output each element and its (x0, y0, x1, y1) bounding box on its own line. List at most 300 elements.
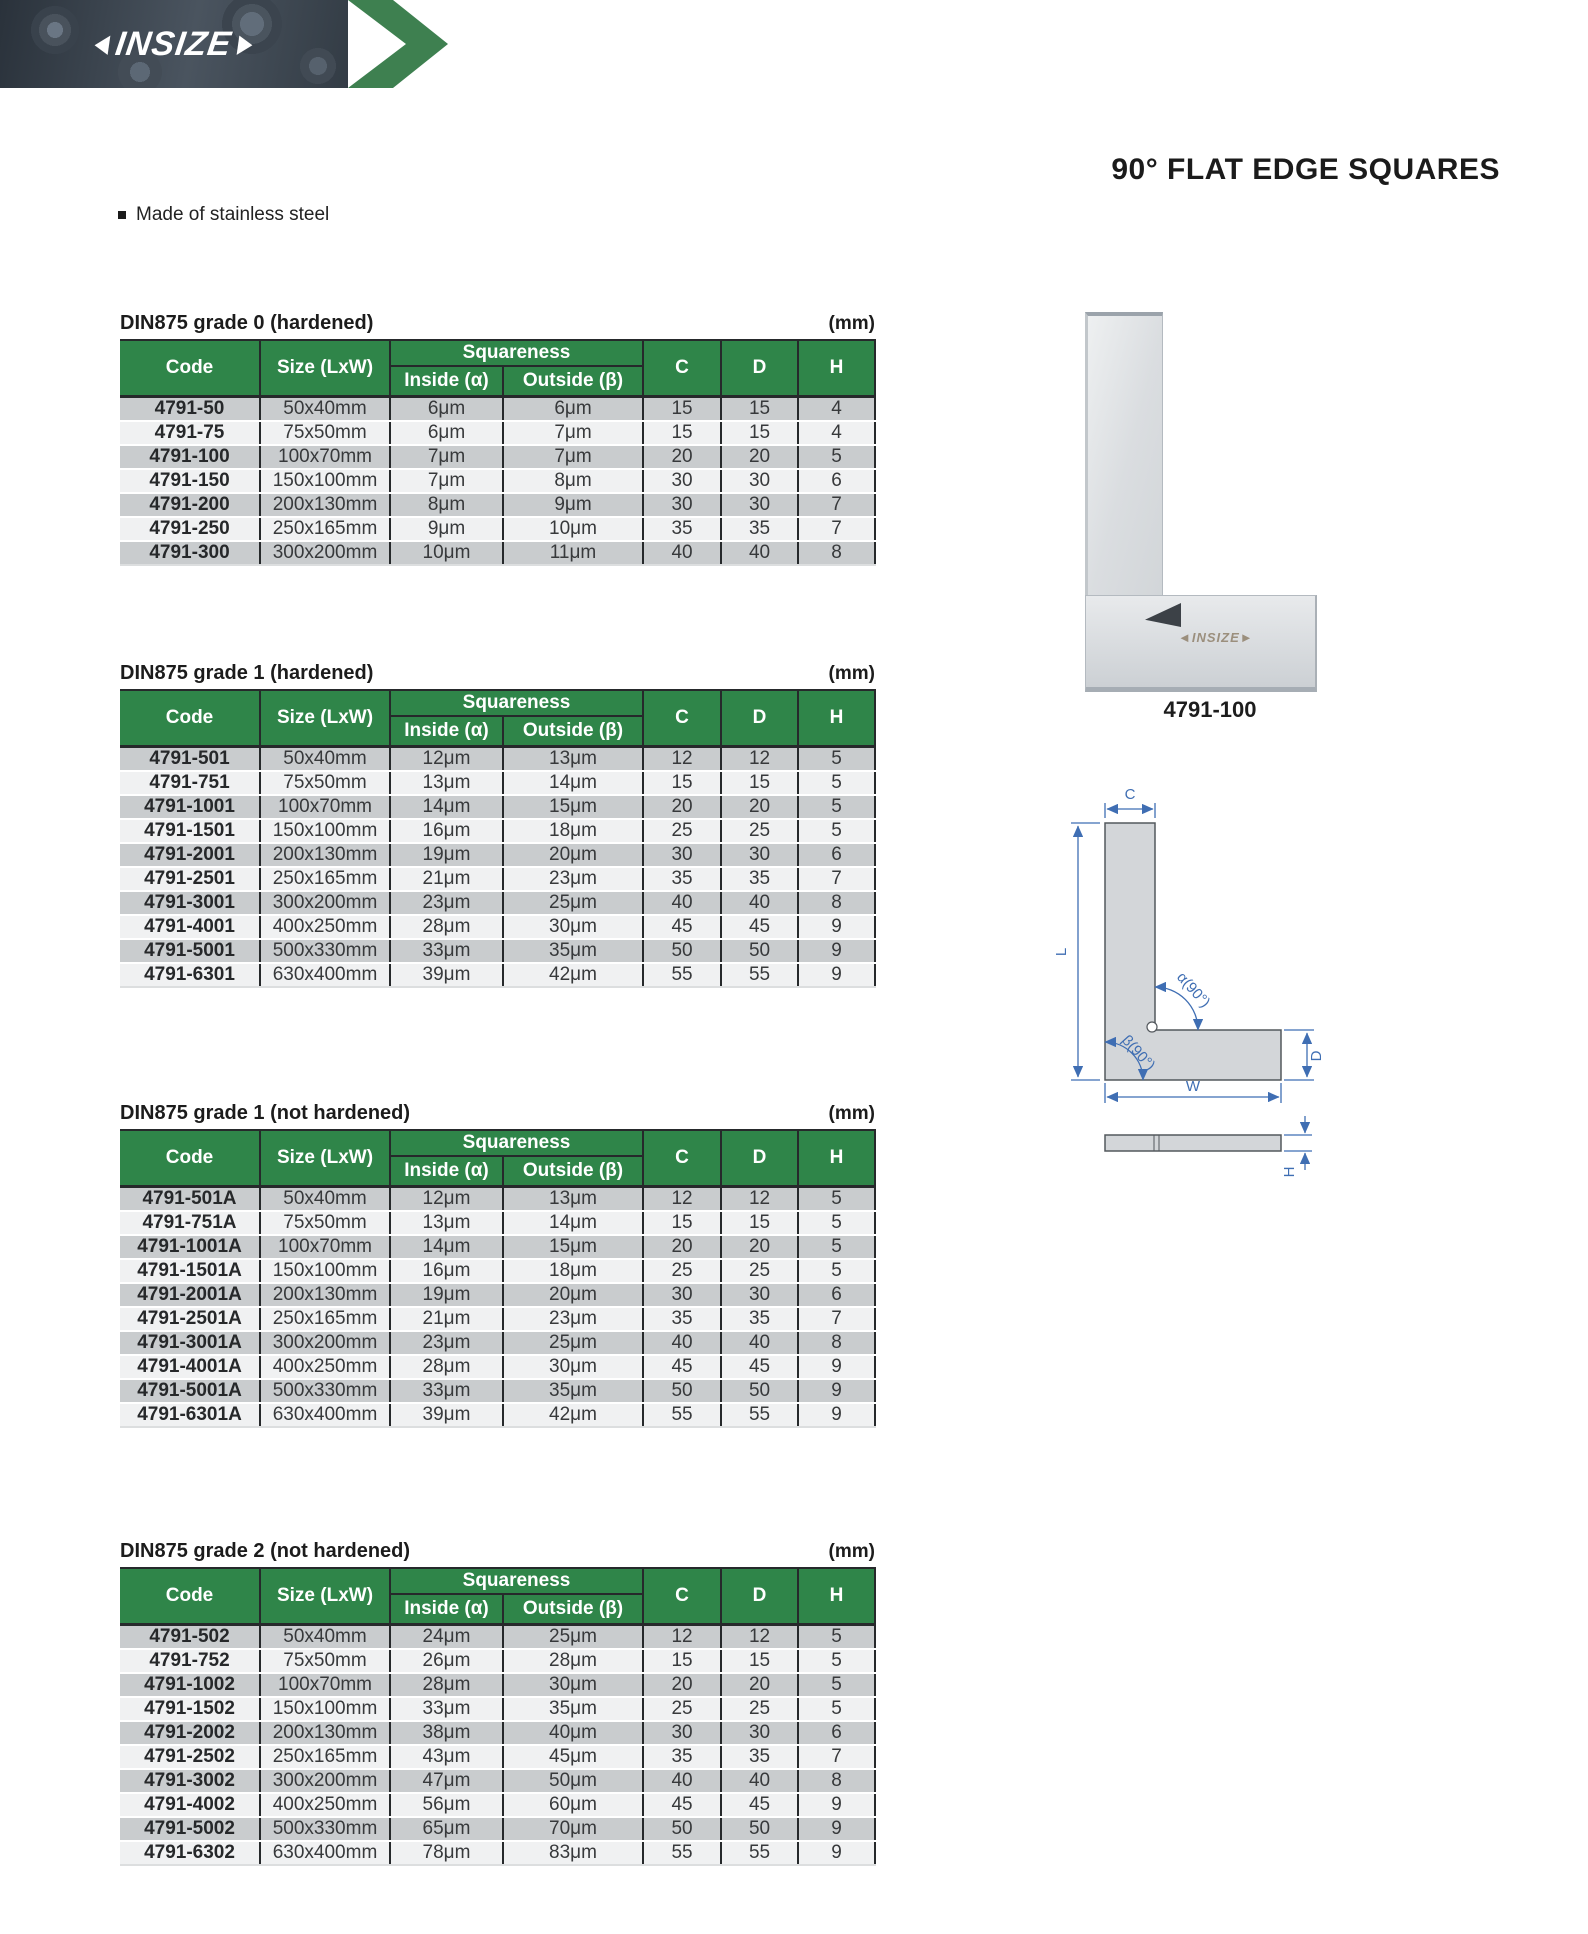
value-cell: 5 (798, 1673, 875, 1697)
value-cell: 20μm (503, 1283, 643, 1307)
code-cell: 4791-501A (120, 1186, 260, 1211)
table-row (120, 421, 875, 445)
value-cell: 45 (721, 1793, 798, 1817)
value-cell: 14μm (503, 771, 643, 795)
table-row (120, 1769, 875, 1793)
value-cell: 40 (643, 1769, 721, 1793)
code-cell: 4791-300 (120, 541, 260, 565)
logo-arrow-left-icon: ◄ (87, 25, 117, 62)
value-cell: 55 (721, 1841, 798, 1865)
value-cell: 50μm (503, 1769, 643, 1793)
value-cell: 300x200mm (260, 891, 390, 915)
value-cell: 20 (721, 795, 798, 819)
value-cell: 4 (798, 421, 875, 445)
dim-label-c: C (1124, 786, 1136, 803)
value-cell: 30 (643, 469, 721, 493)
dim-label-h: H (1281, 1166, 1298, 1178)
value-cell: 25 (643, 1259, 721, 1283)
value-cell: 50x40mm (260, 1186, 390, 1211)
value-cell: 4 (798, 396, 875, 421)
spec-table (120, 1129, 876, 1428)
unit-label: (mm) (828, 1541, 875, 1562)
table-row (120, 819, 875, 843)
code-cell: 4791-75 (120, 421, 260, 445)
code-cell: 4791-2001 (120, 843, 260, 867)
value-cell: 9 (798, 1817, 875, 1841)
value-cell: 83μm (503, 1841, 643, 1865)
col-header-c: C (643, 1568, 721, 1624)
col-header-h: H (798, 1568, 875, 1624)
value-cell: 21μm (390, 1307, 503, 1331)
value-cell: 5 (798, 445, 875, 469)
value-cell: 45μm (503, 1745, 643, 1769)
code-cell: 4791-1501A (120, 1259, 260, 1283)
value-cell: 500x330mm (260, 1379, 390, 1403)
value-cell: 30 (721, 469, 798, 493)
value-cell: 50 (643, 939, 721, 963)
value-cell: 7 (798, 1745, 875, 1769)
value-cell: 45 (721, 915, 798, 939)
value-cell: 35μm (503, 1379, 643, 1403)
table-row (120, 795, 875, 819)
table-row (120, 1649, 875, 1673)
value-cell: 12μm (390, 746, 503, 771)
value-cell: 56μm (390, 1793, 503, 1817)
table-row (120, 493, 875, 517)
value-cell: 300x200mm (260, 1769, 390, 1793)
value-cell: 55 (643, 1841, 721, 1865)
value-cell: 7 (798, 1307, 875, 1331)
value-cell: 25 (721, 1697, 798, 1721)
table-row (120, 891, 875, 915)
value-cell: 100x70mm (260, 795, 390, 819)
code-cell: 4791-250 (120, 517, 260, 541)
value-cell: 25 (643, 1697, 721, 1721)
page-title: 90° FLAT EDGE SQUARES (1111, 153, 1500, 186)
unit-label: (mm) (828, 1103, 875, 1124)
value-cell: 23μm (390, 1331, 503, 1355)
col-header-outside: Outside (β) (503, 1156, 643, 1186)
value-cell: 12 (721, 1624, 798, 1649)
table-row (120, 1793, 875, 1817)
value-cell: 9 (798, 963, 875, 987)
value-cell: 50x40mm (260, 1624, 390, 1649)
col-header-d: D (721, 1130, 798, 1186)
code-cell: 4791-5001A (120, 1379, 260, 1403)
code-cell: 4791-150 (120, 469, 260, 493)
value-cell: 100x70mm (260, 445, 390, 469)
table-row (120, 1235, 875, 1259)
value-cell: 250x165mm (260, 517, 390, 541)
value-cell: 250x165mm (260, 867, 390, 891)
value-cell: 5 (798, 1235, 875, 1259)
col-header-h: H (798, 1130, 875, 1186)
brand-logo (88, 25, 261, 64)
value-cell: 45 (643, 915, 721, 939)
value-cell: 7μm (503, 445, 643, 469)
value-cell: 5 (798, 795, 875, 819)
product-engraving: ◄INSIZE► (1178, 630, 1254, 645)
side-view (1105, 1135, 1281, 1151)
table-row (120, 1307, 875, 1331)
value-cell: 14μm (503, 1211, 643, 1235)
value-cell: 12 (721, 1186, 798, 1211)
col-header-outside: Outside (β) (503, 716, 643, 746)
value-cell: 9μm (390, 517, 503, 541)
col-header-inside: Inside (α) (390, 1156, 503, 1186)
value-cell: 75x50mm (260, 771, 390, 795)
value-cell: 9 (798, 1379, 875, 1403)
value-cell: 42μm (503, 1403, 643, 1427)
table-row (120, 1283, 875, 1307)
table-row (120, 1403, 875, 1427)
value-cell: 45 (721, 1355, 798, 1379)
table-row (120, 1697, 875, 1721)
value-cell: 6 (798, 1283, 875, 1307)
value-cell: 20μm (503, 843, 643, 867)
value-cell: 15 (643, 1649, 721, 1673)
value-cell: 6μm (390, 396, 503, 421)
value-cell: 250x165mm (260, 1307, 390, 1331)
value-cell: 75x50mm (260, 1211, 390, 1235)
value-cell: 35μm (503, 1697, 643, 1721)
col-header-inside: Inside (α) (390, 1594, 503, 1624)
value-cell: 30μm (503, 1673, 643, 1697)
value-cell: 15 (721, 421, 798, 445)
code-cell: 4791-1002 (120, 1673, 260, 1697)
col-header-squareness: Squareness (390, 690, 643, 716)
table-row (120, 915, 875, 939)
brand-banner (0, 0, 348, 88)
value-cell: 42μm (503, 963, 643, 987)
value-cell: 9 (798, 1841, 875, 1865)
value-cell: 75x50mm (260, 421, 390, 445)
table-row (120, 1721, 875, 1745)
value-cell: 35 (643, 517, 721, 541)
value-cell: 20 (721, 445, 798, 469)
value-cell: 400x250mm (260, 915, 390, 939)
col-header-size: Size (LxW) (260, 1130, 390, 1186)
value-cell: 28μm (390, 1355, 503, 1379)
value-cell: 40 (721, 541, 798, 565)
value-cell: 50 (643, 1379, 721, 1403)
code-cell: 4791-4002 (120, 1793, 260, 1817)
spec-table-block-grade0 (120, 312, 875, 566)
value-cell: 200x130mm (260, 843, 390, 867)
col-header-c: C (643, 690, 721, 746)
product-photo (1060, 300, 1390, 700)
value-cell: 25 (721, 819, 798, 843)
value-cell: 7 (798, 517, 875, 541)
value-cell: 35μm (503, 939, 643, 963)
spec-table-block-grade2 (120, 1540, 875, 1866)
code-cell: 4791-2001A (120, 1283, 260, 1307)
table-row (120, 1211, 875, 1235)
code-cell: 4791-751A (120, 1211, 260, 1235)
value-cell: 200x130mm (260, 1283, 390, 1307)
value-cell: 500x330mm (260, 939, 390, 963)
spec-table (120, 339, 876, 566)
value-cell: 33μm (390, 1379, 503, 1403)
dim-label-l: L (1053, 947, 1070, 957)
table-caption: DIN875 grade 0 (hardened) (120, 312, 374, 334)
green-chevron-icon (348, 0, 448, 88)
tech-diagram (1040, 780, 1340, 1190)
table-caption-row (120, 662, 875, 685)
table-row (120, 1841, 875, 1865)
code-cell: 4791-2002 (120, 1721, 260, 1745)
value-cell: 20 (643, 1235, 721, 1259)
value-cell: 25μm (503, 891, 643, 915)
value-cell: 35 (721, 1745, 798, 1769)
logo-arrow-right-icon: ► (231, 25, 261, 62)
table-caption: DIN875 grade 1 (hardened) (120, 662, 374, 684)
table-row (120, 1259, 875, 1283)
code-cell: 4791-6302 (120, 1841, 260, 1865)
value-cell: 38μm (390, 1721, 503, 1745)
value-cell: 45 (643, 1355, 721, 1379)
value-cell: 40μm (503, 1721, 643, 1745)
table-row (120, 1331, 875, 1355)
col-header-d: D (721, 340, 798, 396)
value-cell: 50 (721, 1379, 798, 1403)
value-cell: 16μm (390, 819, 503, 843)
value-cell: 13μm (390, 771, 503, 795)
value-cell: 40 (721, 1769, 798, 1793)
value-cell: 30 (643, 843, 721, 867)
col-header-code: Code (120, 1568, 260, 1624)
value-cell: 50x40mm (260, 396, 390, 421)
col-header-outside: Outside (β) (503, 366, 643, 396)
value-cell: 13μm (503, 746, 643, 771)
value-cell: 30μm (503, 1355, 643, 1379)
value-cell: 5 (798, 1624, 875, 1649)
value-cell: 40 (721, 891, 798, 915)
table-row (120, 1379, 875, 1403)
col-header-inside: Inside (α) (390, 716, 503, 746)
value-cell: 630x400mm (260, 963, 390, 987)
value-cell: 26μm (390, 1649, 503, 1673)
unit-label: (mm) (828, 663, 875, 684)
value-cell: 40 (721, 1331, 798, 1355)
col-header-h: H (798, 340, 875, 396)
value-cell: 150x100mm (260, 1259, 390, 1283)
value-cell: 15 (721, 1211, 798, 1235)
code-cell: 4791-5002 (120, 1817, 260, 1841)
table-row (120, 867, 875, 891)
value-cell: 23μm (503, 867, 643, 891)
value-cell: 7μm (390, 469, 503, 493)
value-cell: 8 (798, 891, 875, 915)
value-cell: 150x100mm (260, 469, 390, 493)
value-cell: 7μm (390, 445, 503, 469)
feature-bullet (118, 204, 329, 226)
value-cell: 9 (798, 1355, 875, 1379)
value-cell: 28μm (390, 1673, 503, 1697)
value-cell: 20 (643, 445, 721, 469)
value-cell: 6μm (390, 421, 503, 445)
angle-label-alpha: α(90°) (1173, 968, 1214, 1012)
value-cell: 12μm (390, 1186, 503, 1211)
code-cell: 4791-752 (120, 1649, 260, 1673)
value-cell: 20 (721, 1673, 798, 1697)
value-cell: 6 (798, 469, 875, 493)
value-cell: 12 (643, 1186, 721, 1211)
value-cell: 15μm (503, 1235, 643, 1259)
value-cell: 15 (721, 1649, 798, 1673)
value-cell: 14μm (390, 1235, 503, 1259)
value-cell: 24μm (390, 1624, 503, 1649)
value-cell: 55 (721, 963, 798, 987)
value-cell: 6μm (503, 396, 643, 421)
value-cell: 250x165mm (260, 1745, 390, 1769)
value-cell: 50 (643, 1817, 721, 1841)
spec-table (120, 689, 876, 988)
dim-label-w: W (1185, 1078, 1201, 1095)
code-cell: 4791-1001A (120, 1235, 260, 1259)
value-cell: 9 (798, 915, 875, 939)
dim-label-d: D (1308, 1050, 1325, 1062)
code-cell: 4791-100 (120, 445, 260, 469)
table-row (120, 1186, 875, 1211)
value-cell: 39μm (390, 1403, 503, 1427)
value-cell: 20 (643, 795, 721, 819)
table-row (120, 746, 875, 771)
value-cell: 16μm (390, 1259, 503, 1283)
value-cell: 75x50mm (260, 1649, 390, 1673)
col-header-outside: Outside (β) (503, 1594, 643, 1624)
value-cell: 5 (798, 1211, 875, 1235)
spec-table-block-grade1-hardened (120, 662, 875, 988)
table-caption: DIN875 grade 1 (not hardened) (120, 1102, 411, 1124)
value-cell: 30 (721, 1283, 798, 1307)
code-cell: 4791-5001 (120, 939, 260, 963)
value-cell: 35 (721, 517, 798, 541)
value-cell: 25 (643, 819, 721, 843)
value-cell: 200x130mm (260, 493, 390, 517)
value-cell: 9 (798, 1793, 875, 1817)
value-cell: 13μm (390, 1211, 503, 1235)
col-header-c: C (643, 340, 721, 396)
value-cell: 8 (798, 541, 875, 565)
value-cell: 300x200mm (260, 541, 390, 565)
table-row (120, 1745, 875, 1769)
col-header-code: Code (120, 690, 260, 746)
value-cell: 35 (643, 1745, 721, 1769)
value-cell: 9 (798, 1403, 875, 1427)
brand-logo-text: INSIZE (113, 24, 235, 63)
col-header-code: Code (120, 340, 260, 396)
corner-undercut-icon (1147, 1022, 1157, 1032)
table-row (120, 541, 875, 565)
value-cell: 35 (721, 867, 798, 891)
value-cell: 33μm (390, 939, 503, 963)
value-cell: 18μm (503, 819, 643, 843)
value-cell: 20 (643, 1673, 721, 1697)
feature-text: Made of stainless steel (136, 204, 330, 225)
value-cell: 40 (643, 1331, 721, 1355)
value-cell: 5 (798, 1259, 875, 1283)
col-header-d: D (721, 690, 798, 746)
value-cell: 70μm (503, 1817, 643, 1841)
value-cell: 78μm (390, 1841, 503, 1865)
table-row (120, 445, 875, 469)
value-cell: 400x250mm (260, 1355, 390, 1379)
value-cell: 10μm (503, 517, 643, 541)
value-cell: 55 (643, 963, 721, 987)
table-row (120, 396, 875, 421)
value-cell: 13μm (503, 1186, 643, 1211)
table-row (120, 939, 875, 963)
value-cell: 10μm (390, 541, 503, 565)
value-cell: 8μm (503, 469, 643, 493)
value-cell: 65μm (390, 1817, 503, 1841)
code-cell: 4791-1502 (120, 1697, 260, 1721)
value-cell: 50x40mm (260, 746, 390, 771)
table-row (120, 1624, 875, 1649)
value-cell: 9μm (503, 493, 643, 517)
code-cell: 4791-6301A (120, 1403, 260, 1427)
value-cell: 50 (721, 939, 798, 963)
value-cell: 630x400mm (260, 1841, 390, 1865)
value-cell: 30 (643, 493, 721, 517)
value-cell: 18μm (503, 1259, 643, 1283)
value-cell: 500x330mm (260, 1817, 390, 1841)
value-cell: 35 (643, 1307, 721, 1331)
value-cell: 11μm (503, 541, 643, 565)
code-cell: 4791-501 (120, 746, 260, 771)
value-cell: 55 (721, 1403, 798, 1427)
table-caption-row (120, 1540, 875, 1563)
value-cell: 15 (643, 396, 721, 421)
code-cell: 4791-2501A (120, 1307, 260, 1331)
table-caption-row (120, 1102, 875, 1125)
code-cell: 4791-2502 (120, 1745, 260, 1769)
col-header-size: Size (LxW) (260, 690, 390, 746)
value-cell: 12 (643, 1624, 721, 1649)
bullet-square-icon (118, 211, 126, 219)
value-cell: 6 (798, 843, 875, 867)
value-cell: 15 (643, 771, 721, 795)
value-cell: 7 (798, 867, 875, 891)
value-cell: 60μm (503, 1793, 643, 1817)
code-cell: 4791-4001 (120, 915, 260, 939)
value-cell: 50 (721, 1817, 798, 1841)
value-cell: 25μm (503, 1331, 643, 1355)
value-cell: 33μm (390, 1697, 503, 1721)
value-cell: 15 (643, 1211, 721, 1235)
value-cell: 6 (798, 1721, 875, 1745)
value-cell: 40 (643, 891, 721, 915)
code-cell: 4791-3001 (120, 891, 260, 915)
value-cell: 23μm (503, 1307, 643, 1331)
value-cell: 15 (721, 396, 798, 421)
value-cell: 5 (798, 746, 875, 771)
unit-label: (mm) (828, 313, 875, 334)
value-cell: 19μm (390, 1283, 503, 1307)
table-caption: DIN875 grade 2 (not hardened) (120, 1540, 411, 1562)
value-cell: 200x130mm (260, 1721, 390, 1745)
value-cell: 19μm (390, 843, 503, 867)
value-cell: 150x100mm (260, 1697, 390, 1721)
code-cell: 4791-1501 (120, 819, 260, 843)
value-cell: 5 (798, 1697, 875, 1721)
value-cell: 30 (721, 1721, 798, 1745)
value-cell: 30 (643, 1721, 721, 1745)
col-header-inside: Inside (α) (390, 366, 503, 396)
code-cell: 4791-502 (120, 1624, 260, 1649)
table-row (120, 963, 875, 987)
